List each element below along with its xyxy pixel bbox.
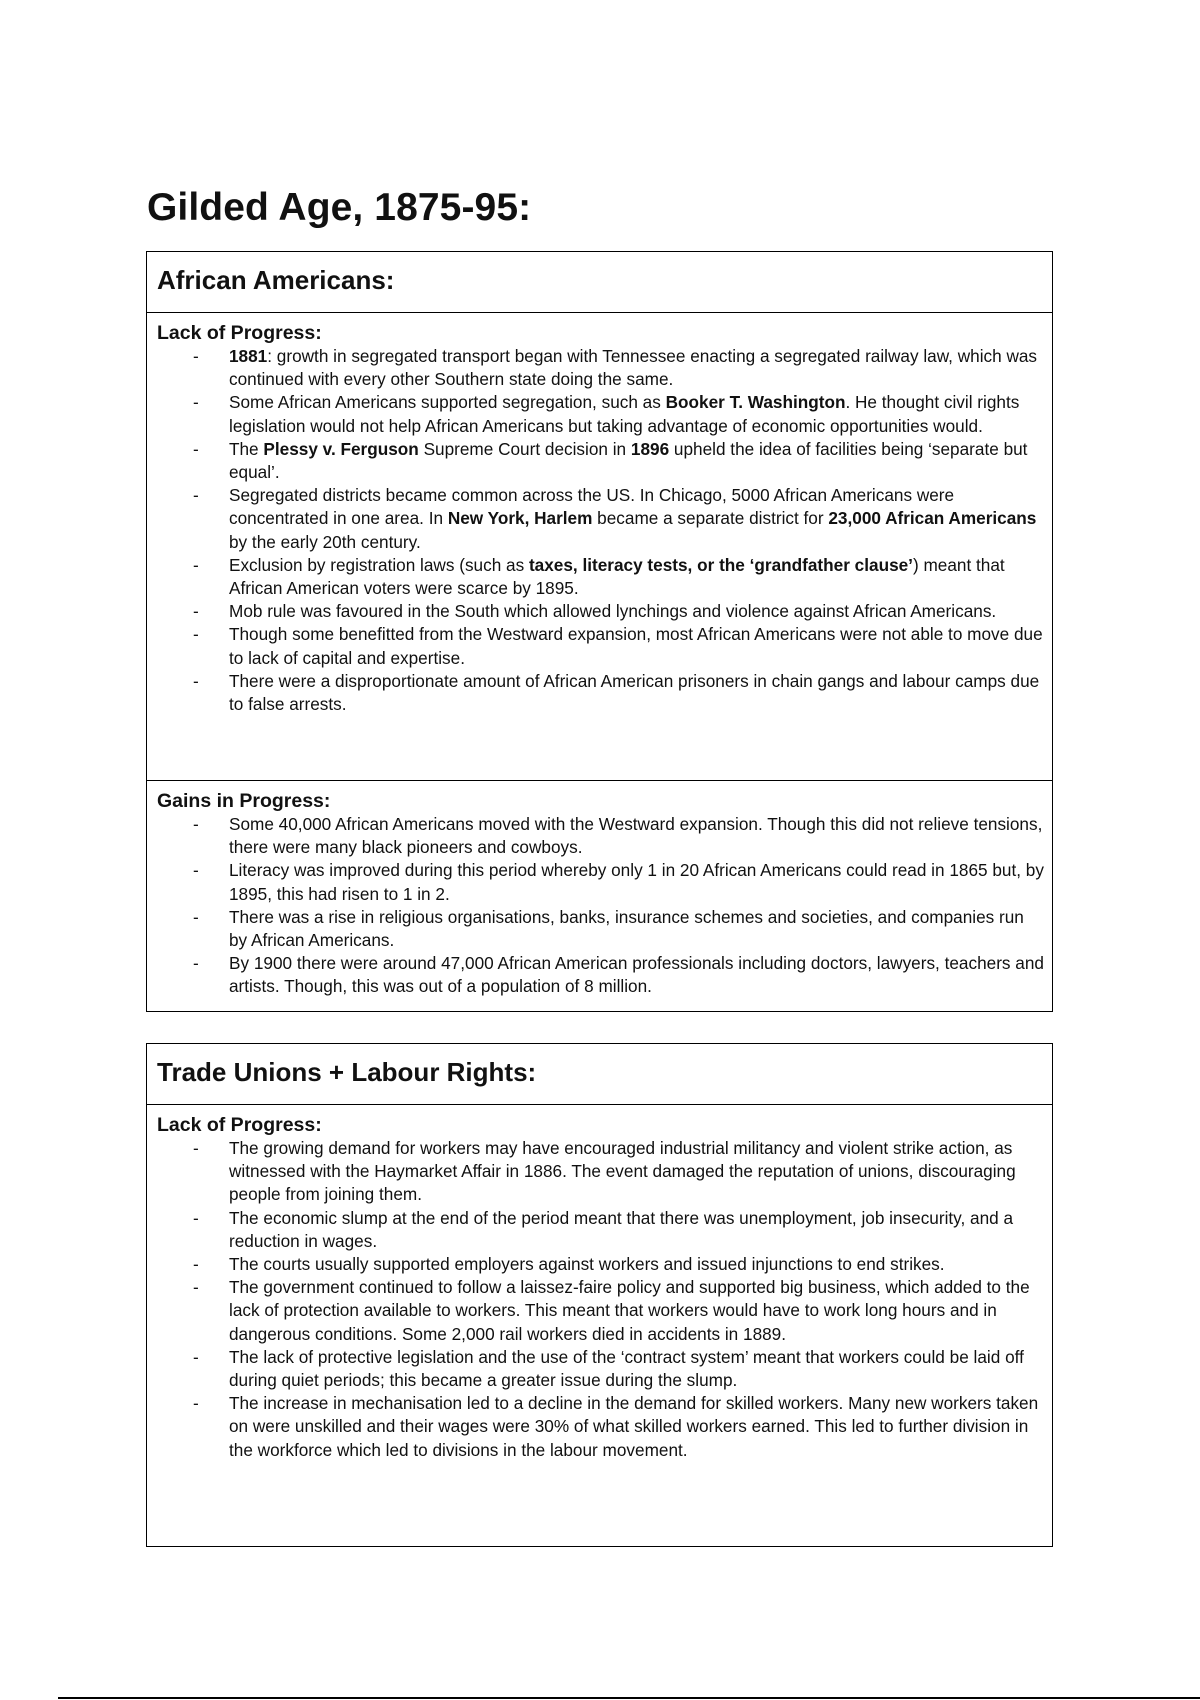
bullet-text: became a separate district for bbox=[592, 508, 829, 529]
section-heading: African Americans: bbox=[157, 265, 395, 295]
bullet-list bbox=[157, 345, 1044, 716]
bullet-item bbox=[157, 438, 1044, 484]
bullet-text: upheld the idea of facilities being ‘separate but equal’. bbox=[229, 438, 1028, 483]
bullet-item bbox=[157, 1392, 1044, 1462]
bullet-text: There were a disproportionate amount of African American prisoners in chain gangs and labour camps due to false arrests. bbox=[229, 670, 1040, 715]
bullet-dash: - bbox=[193, 906, 199, 927]
subsection-heading: Lack of Progress: bbox=[157, 1114, 322, 1136]
bullet-item bbox=[157, 1207, 1044, 1253]
bullet-item bbox=[157, 484, 1044, 554]
bullet-text: by the early 20th century. bbox=[229, 531, 421, 552]
section-header bbox=[147, 252, 1052, 313]
bullet-dash: - bbox=[193, 346, 199, 366]
bold-text: taxes, literacy tests, or the ‘grandfather clause’ bbox=[528, 554, 913, 575]
bullet-dash: - bbox=[193, 670, 199, 691]
bullet-text: There was a rise in religious organisations, banks, insurance schemes and societies, and companies run by African Americans. bbox=[229, 906, 1024, 951]
section-table-african-americans bbox=[146, 251, 1053, 1012]
subsection-gains-in-progress bbox=[147, 781, 1052, 999]
bullet-text: . He thought civil rights legislation would not help African Americans but taking advantage of economic opportunities would. bbox=[229, 392, 1020, 436]
bullet-item bbox=[157, 670, 1044, 716]
bullet-text: Segregated districts became common across the US. In Chicago, 5000 African Americans were concentrated in one area. In bbox=[229, 485, 955, 529]
bullet-dash: - bbox=[193, 1138, 199, 1158]
bullet-item bbox=[157, 1346, 1044, 1392]
bold-text: 1881 bbox=[229, 346, 268, 366]
bullet-text: The lack of protective legislation and the use of the ‘contract system’ meant that workers could be laid off during quiet periods; this became a greater issue during the slump. bbox=[229, 1346, 1024, 1391]
bullet-item bbox=[157, 859, 1044, 905]
bullet-text: The bbox=[229, 438, 264, 459]
subsection-heading: Lack of Progress: bbox=[157, 322, 322, 344]
bold-text: New York, Harlem bbox=[447, 508, 593, 529]
bullet-item bbox=[157, 345, 1044, 391]
bullet-item bbox=[157, 554, 1044, 600]
bullet-text: Exclusion by registration laws (such as bbox=[229, 554, 529, 575]
bullet-item bbox=[157, 600, 1044, 623]
bullet-text: Some African Americans supported segregation, such as bbox=[229, 392, 666, 413]
bullet-text: ) meant that African American voters were scarce by 1895. bbox=[229, 554, 1005, 599]
subsection-lack-of-progress bbox=[147, 1105, 1052, 1462]
bold-text: 23,000 African Americans bbox=[828, 508, 1037, 529]
bullet-dash: - bbox=[193, 1207, 199, 1228]
bullet-list bbox=[157, 813, 1044, 999]
section-table-trade-unions bbox=[146, 1043, 1053, 1547]
bullet-dash: - bbox=[193, 1277, 199, 1298]
bullet-dash: - bbox=[193, 624, 199, 645]
bullet-text: The increase in mechanisation led to a decline in the demand for skilled workers. Many new workers taken on were unskilled and their wages were 30% of what skilled workers earned. This led to further division in the workforce which led to divisions in the labour movement. bbox=[229, 1393, 1039, 1460]
bullet-item bbox=[157, 906, 1044, 952]
bullet-item bbox=[157, 813, 1044, 859]
bullet-text: By 1900 there were around 47,000 African American professionals including doctors, lawyers, teachers and artists. Though, this was out of a population of 8 million. bbox=[229, 953, 1044, 997]
footer-rule bbox=[58, 1697, 1200, 1699]
bold-text: 1896 bbox=[630, 438, 670, 459]
bullet-text: The growing demand for workers may have encouraged industrial militancy and violent strike action, as witnessed with the Haymarket Affair in 1886. The event damaged the reputation of unions, discouraging people from joining them. bbox=[229, 1138, 1016, 1205]
bullet-text: Supreme Court decision in bbox=[418, 438, 631, 459]
bullet-dash: - bbox=[193, 438, 199, 459]
bold-text: Booker T. Washington bbox=[665, 392, 846, 413]
bullet-item bbox=[157, 623, 1044, 669]
bullet-dash: - bbox=[193, 953, 199, 974]
bullet-dash: - bbox=[193, 392, 199, 413]
bullet-text: : growth in segregated transport began with Tennessee enacting a segregated railway law, which was continued with every other Southern state doing the same. bbox=[229, 346, 1038, 390]
bullet-item bbox=[157, 1253, 1044, 1276]
section-header bbox=[147, 1044, 1052, 1105]
subsection-lack-of-progress bbox=[147, 313, 1052, 781]
bullet-text: The government continued to follow a laissez-faire policy and supported big business, which added to the lack of protection available to workers. This meant that workers would have to work long hours and in dangerous conditions. Some 2,000 rail workers died in accidents in 1889. bbox=[229, 1277, 1030, 1344]
bullet-dash: - bbox=[193, 554, 199, 575]
bullet-dash: - bbox=[193, 601, 199, 622]
bullet-text: Though some benefitted from the Westward expansion, most African Americans were not able to move due to lack of capital and expertise. bbox=[229, 624, 1043, 668]
bullet-item bbox=[157, 952, 1044, 998]
bullet-item bbox=[157, 1276, 1044, 1346]
bullet-dash: - bbox=[193, 1393, 199, 1414]
bullet-dash: - bbox=[193, 1254, 199, 1275]
bullet-list bbox=[157, 1137, 1044, 1462]
bullet-dash: - bbox=[193, 485, 199, 506]
bullet-text: The economic slump at the end of the period meant that there was unemployment, job insecurity, and a reduction in wages. bbox=[229, 1207, 1014, 1251]
bullet-text: Literacy was improved during this period whereby only 1 in 20 African Americans could read in 1865 but, by 1895, this had risen to 1 in 2. bbox=[229, 860, 1044, 904]
bold-text: Plessy v. Ferguson bbox=[263, 438, 419, 459]
bullet-text: The courts usually supported employers against workers and issued injunctions to end strikes. bbox=[229, 1254, 945, 1275]
bullet-text: Mob rule was favoured in the South which allowed lynchings and violence against African Americans. bbox=[229, 601, 997, 622]
bullet-dash: - bbox=[193, 814, 199, 834]
bullet-dash: - bbox=[193, 1346, 199, 1367]
bullet-text: Some 40,000 African Americans moved with the Westward expansion. Though this did not relieve tensions, there were many black pioneers and cowboys. bbox=[229, 814, 1043, 858]
bullet-item bbox=[157, 391, 1044, 437]
subsection-heading: Gains in Progress: bbox=[157, 790, 331, 812]
section-heading: Trade Unions + Labour Rights: bbox=[157, 1057, 537, 1087]
bullet-dash: - bbox=[193, 860, 199, 881]
page-title: Gilded Age, 1875-95: bbox=[147, 186, 532, 229]
bullet-item bbox=[157, 1137, 1044, 1207]
